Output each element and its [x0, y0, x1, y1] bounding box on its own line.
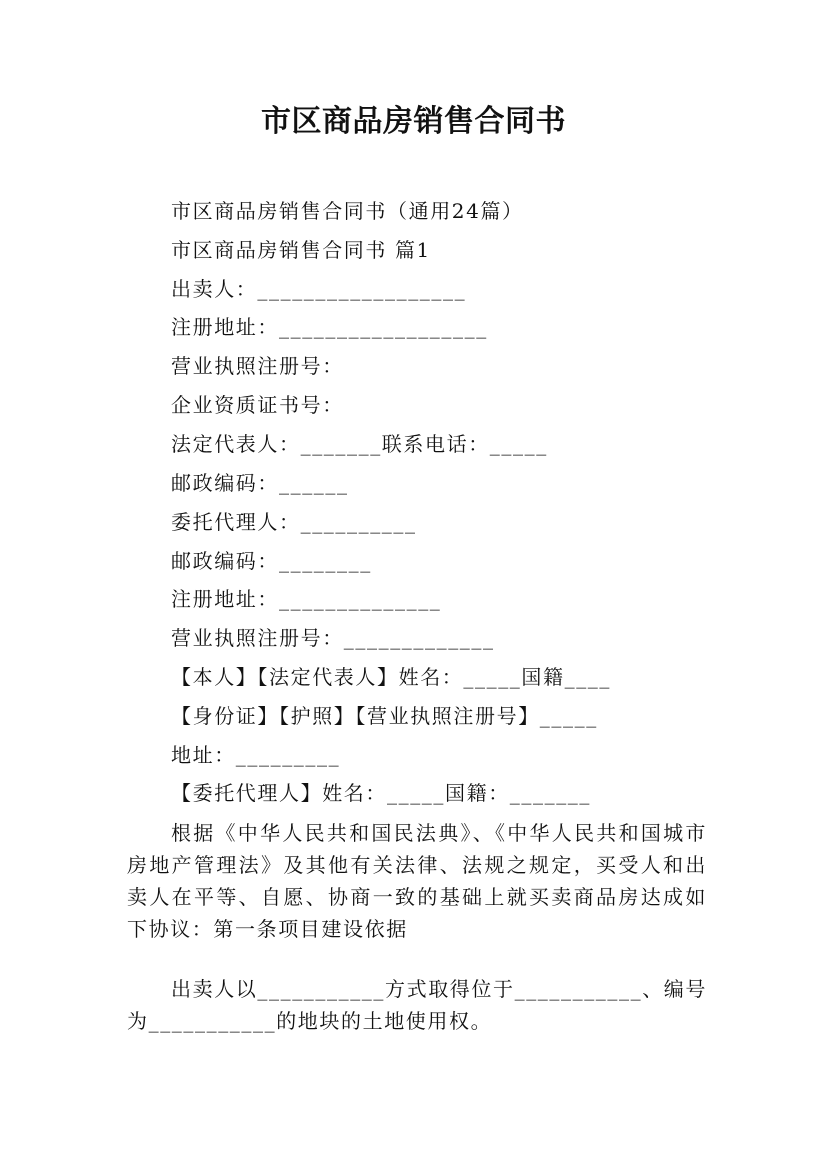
registered-address-field: 注册地址：______________ [171, 587, 442, 611]
postal-code-field: 邮政编码：______ [171, 471, 349, 495]
qualification-certificate-field: 企业资质证书号： [171, 393, 344, 417]
buyer-name-field: 【本人】【法定代表人】姓名：_____国籍____ [171, 665, 611, 689]
business-license-field: 营业执照注册号：_____________ [171, 626, 495, 650]
body-paragraph: 出卖人以___________方式取得位于___________、编号为___________的地块的土地使用权。 [127, 977, 707, 1033]
id-document-field: 【身份证】【护照】【营业执照注册号】_____ [171, 704, 598, 728]
document-subtitle: 市区商品房销售合同书（通用24篇） [171, 199, 524, 223]
entrusted-agent-field: 委托代理人：__________ [171, 510, 417, 534]
legal-representative-field: 法定代表人：_______联系电话：_____ [171, 432, 548, 456]
document-title: 市区商品房销售合同书 [261, 104, 566, 139]
postal-code-field: 邮政编码：________ [171, 549, 372, 573]
registered-address-field: 注册地址：__________________ [171, 315, 488, 339]
address-field: 地址：_________ [171, 743, 341, 767]
agent-name-field: 【委托代理人】姓名：_____国籍：_______ [171, 781, 591, 805]
body-paragraph: 根据《中华人民共和国民法典》、《中华人民共和国城市房地产管理法》及其他有关法律、法规之规定，买受人和出卖人在平等、自愿、协商一致的基础上就买卖商品房达成如下协议：第一条项目建设依据 [127, 821, 707, 941]
seller-field: 出卖人：__________________ [171, 277, 467, 301]
section-heading: 市区商品房销售合同书 篇1 [171, 238, 431, 262]
business-license-field: 营业执照注册号： [171, 354, 344, 378]
